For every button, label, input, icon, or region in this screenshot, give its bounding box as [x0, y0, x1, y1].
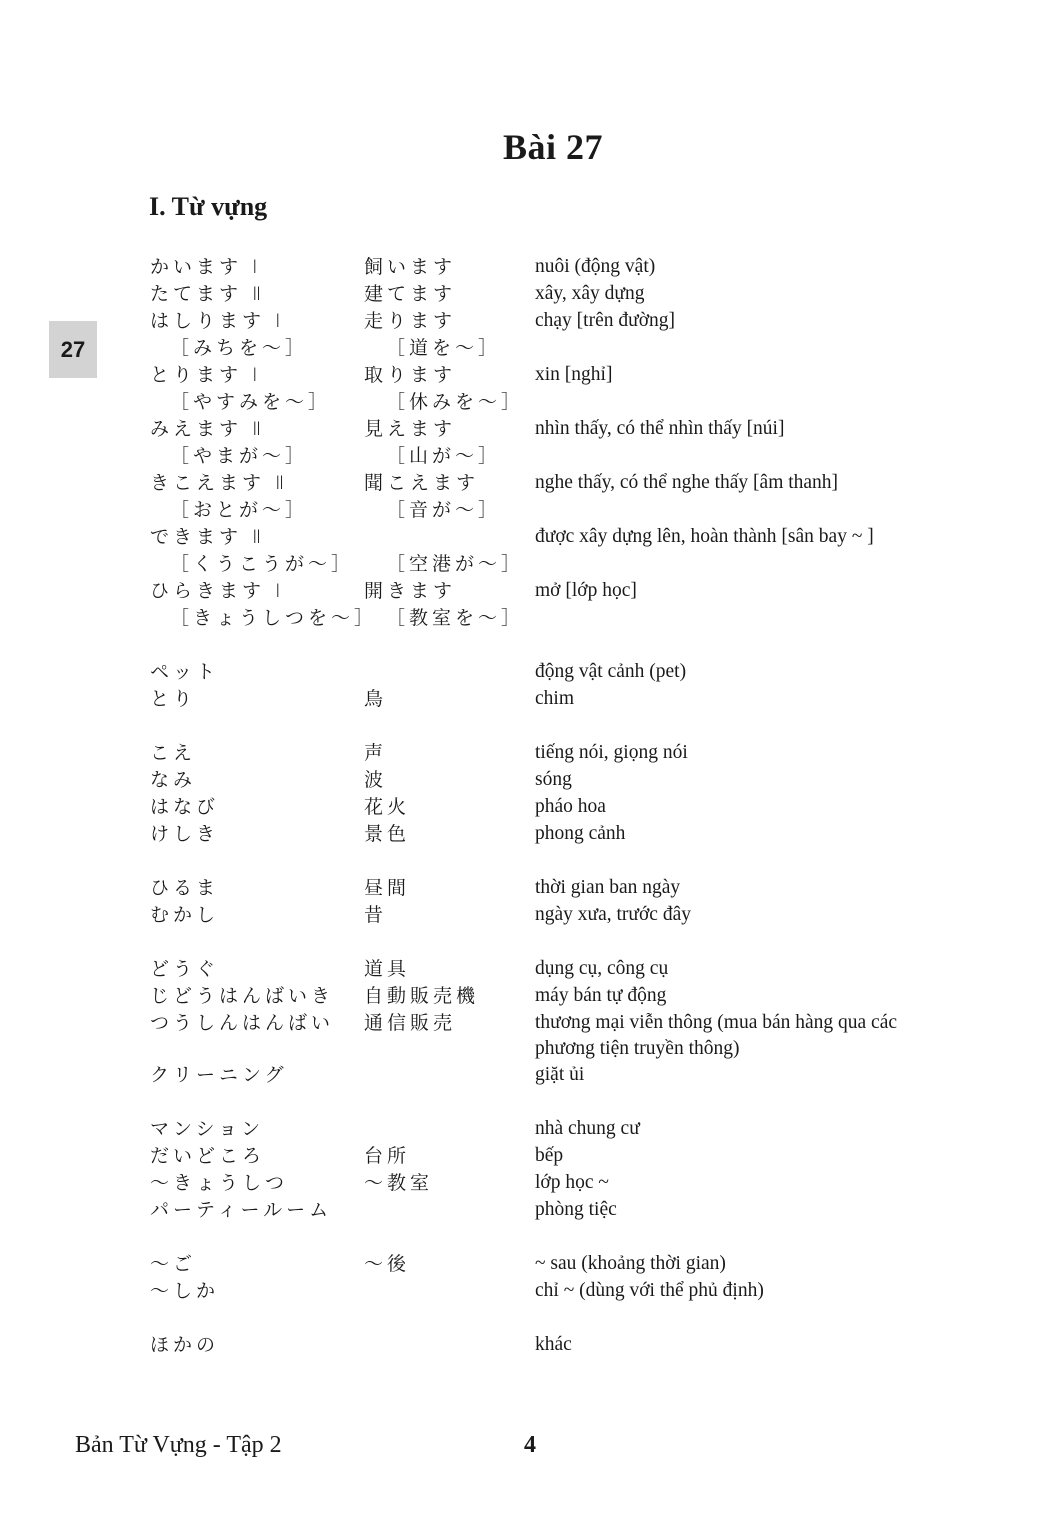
- vocab-kana: できます Ⅱ: [150, 526, 266, 548]
- group-spacer: [150, 632, 980, 659]
- vocab-row: [150, 578, 980, 605]
- vocab-kanji: 台所: [364, 1145, 411, 1167]
- vocab-meaning: ngày xưa, trước đây: [535, 904, 691, 925]
- vocab-kanji: 聞こえます: [364, 472, 480, 494]
- vocab-meaning: phòng tiệc: [535, 1199, 617, 1220]
- vocab-meaning: sóng: [535, 769, 572, 790]
- vocab-kanji: 昔: [364, 904, 388, 926]
- vocab-kanji: 建てます: [364, 283, 457, 305]
- vocab-row: [150, 254, 980, 281]
- vocab-row: [150, 875, 980, 902]
- vocab-kanji: 走ります: [364, 310, 457, 332]
- vocab-meaning: pháo hoa: [535, 796, 606, 817]
- vocab-row: [150, 1170, 980, 1197]
- vocab-kana: クリーニング: [150, 1064, 288, 1086]
- vocab-meaning: nhìn thấy, có thể nhìn thấy [núi]: [535, 418, 785, 439]
- vocab-kana: むかし: [150, 904, 220, 926]
- vocab-meaning: ~ sau (khoảng thời gian): [535, 1253, 726, 1274]
- vocab-kanji: 声: [364, 742, 388, 764]
- vocab-kana: ～ご: [150, 1253, 197, 1275]
- vocab-kanji: 花火: [364, 796, 411, 818]
- vocab-meaning: thời gian ban ngày: [535, 877, 681, 898]
- vocab-meaning: thương mại viễn thông (mua bán hàng qua các phương tiện truyền thông): [535, 1012, 898, 1059]
- vocab-kana: こえ: [150, 742, 197, 764]
- vocab-meaning: nhà chung cư: [535, 1118, 640, 1139]
- vocabulary-list: [150, 254, 980, 1359]
- vocab-row: [150, 605, 980, 632]
- vocab-row: [150, 686, 980, 713]
- vocab-row: [150, 902, 980, 929]
- group-spacer: [150, 929, 980, 956]
- vocab-meaning: xây, xây dựng: [535, 283, 645, 304]
- lesson-side-tab: 27: [49, 321, 97, 378]
- vocab-row: [150, 659, 980, 686]
- vocab-meaning: khác: [535, 1334, 572, 1355]
- vocab-kana: きこえます Ⅱ: [150, 472, 289, 494]
- vocab-meaning: chạy [trên đường]: [535, 310, 675, 331]
- vocab-row: [150, 767, 980, 794]
- vocab-kanji: ［休みを～］: [386, 391, 525, 413]
- vocab-kana: なみ: [150, 769, 197, 791]
- vocab-row: [150, 335, 980, 362]
- vocab-kana: つうしんはんばい: [150, 1012, 335, 1034]
- vocab-kanji: ［音が～］: [386, 499, 502, 521]
- vocab-kana: ひるま: [150, 877, 220, 899]
- group-spacer: [150, 848, 980, 875]
- vocab-kana: パーティールーム: [150, 1199, 333, 1221]
- vocab-meaning: nghe thấy, có thể nghe thấy [âm thanh]: [535, 472, 839, 493]
- vocab-meaning: dụng cụ, công cụ: [535, 958, 669, 979]
- vocab-meaning: mở [lớp học]: [535, 580, 637, 601]
- vocab-row: [150, 1278, 980, 1305]
- vocab-kanji: 自動販売機: [364, 985, 480, 1007]
- page-number: 4: [524, 1432, 536, 1458]
- vocab-kanji: 飼います: [364, 256, 457, 278]
- vocab-row: [150, 443, 980, 470]
- vocab-kana: ～しか: [150, 1280, 220, 1302]
- vocab-kana: けしき: [150, 823, 220, 845]
- vocab-kanji: 道具: [364, 958, 411, 980]
- vocab-row: [150, 362, 980, 389]
- vocab-meaning: chim: [535, 688, 574, 709]
- vocab-kanji: 景色: [364, 823, 411, 845]
- vocab-row: [150, 1332, 980, 1359]
- vocab-kana: ［きょうしつを～］: [170, 607, 378, 629]
- vocab-row: [150, 1197, 980, 1224]
- vocab-kana: マンション: [150, 1118, 265, 1140]
- vocab-meaning: động vật cảnh (pet): [535, 661, 687, 682]
- vocab-meaning: xin [nghỉ]: [535, 364, 613, 385]
- vocab-kana: ［やすみを～］: [170, 391, 332, 413]
- vocab-kanji: 昼間: [364, 877, 411, 899]
- vocab-row: [150, 551, 980, 578]
- vocab-kanji: ［教室を～］: [386, 607, 525, 629]
- vocab-kanji: 開きます: [364, 580, 457, 602]
- vocab-kana: みえます Ⅱ: [150, 418, 266, 440]
- vocab-kanji: ［道を～］: [386, 337, 502, 359]
- vocab-row: [150, 470, 980, 497]
- vocab-meaning: máy bán tự động: [535, 985, 667, 1006]
- vocab-meaning: được xây dựng lên, hoàn thành [sân bay ~ ]: [535, 526, 874, 547]
- vocab-kana: ［やまが～］: [170, 445, 309, 467]
- section-heading: I. Từ vựng: [149, 192, 268, 221]
- vocab-meaning: lớp học ~: [535, 1172, 609, 1193]
- footer-book-title: Bản Từ Vựng - Tập 2: [75, 1432, 282, 1458]
- vocab-row: [150, 389, 980, 416]
- group-spacer: [150, 1224, 980, 1251]
- vocab-kanji: ［空港が～］: [386, 553, 525, 575]
- vocab-meaning: giặt ủi: [535, 1064, 585, 1085]
- vocab-meaning: phong cảnh: [535, 823, 626, 844]
- vocab-kana: たてます Ⅱ: [150, 283, 266, 305]
- vocab-kana: ［みちを～］: [170, 337, 309, 359]
- vocab-meaning: tiếng nói, giọng nói: [535, 742, 688, 763]
- vocab-kanji: 見えます: [364, 418, 457, 440]
- vocab-kana: ほかの: [150, 1334, 220, 1356]
- vocab-kana: ペット: [150, 661, 220, 683]
- vocab-kana: ひらきます Ⅰ: [150, 580, 285, 602]
- vocab-kanji: 通信販売: [364, 1012, 457, 1034]
- vocab-row: [150, 1116, 980, 1143]
- vocab-row: [150, 281, 980, 308]
- vocab-row: [150, 794, 980, 821]
- vocab-row: [150, 1062, 980, 1089]
- vocab-row: [150, 1010, 980, 1062]
- vocab-meaning: chỉ ~ (dùng với thể phủ định): [535, 1280, 764, 1301]
- group-spacer: [150, 713, 980, 740]
- vocab-kana: ［くうこうが～］: [170, 553, 355, 575]
- vocab-row: [150, 1251, 980, 1278]
- vocab-kana: かいます Ⅰ: [150, 256, 262, 278]
- vocab-row: [150, 416, 980, 443]
- vocab-kana: じどうはんばいき: [150, 985, 335, 1007]
- vocab-kana: はなび: [150, 796, 220, 818]
- vocab-row: [150, 983, 980, 1010]
- vocab-row: [150, 308, 980, 335]
- vocab-kana: ～きょうしつ: [150, 1172, 289, 1194]
- vocab-kanji: ～後: [364, 1253, 411, 1275]
- vocab-row: [150, 740, 980, 767]
- vocab-row: [150, 497, 980, 524]
- vocab-kana: だいどころ: [150, 1145, 266, 1167]
- vocab-row: [150, 956, 980, 983]
- group-spacer: [150, 1305, 980, 1332]
- vocab-kana: どうぐ: [150, 958, 220, 980]
- vocab-kanji: ［山が～］: [386, 445, 502, 467]
- vocab-kana: とり: [150, 688, 197, 710]
- vocab-kanji: 鳥: [364, 688, 388, 710]
- vocab-kanji: 取ります: [364, 364, 457, 386]
- vocab-row: [150, 821, 980, 848]
- vocab-kana: はしります Ⅰ: [150, 310, 285, 332]
- vocab-meaning: bếp: [535, 1145, 564, 1166]
- vocab-meaning: nuôi (động vật): [535, 256, 656, 277]
- vocab-row: [150, 1143, 980, 1170]
- vocab-kana: ［おとが～］: [170, 499, 309, 521]
- group-spacer: [150, 1089, 980, 1116]
- vocab-row: [150, 524, 980, 551]
- lesson-title: Bài 27: [502, 127, 603, 167]
- vocab-kanji: ～教室: [364, 1172, 434, 1194]
- vocab-kana: とります Ⅰ: [150, 364, 262, 386]
- vocab-kanji: 波: [364, 769, 388, 791]
